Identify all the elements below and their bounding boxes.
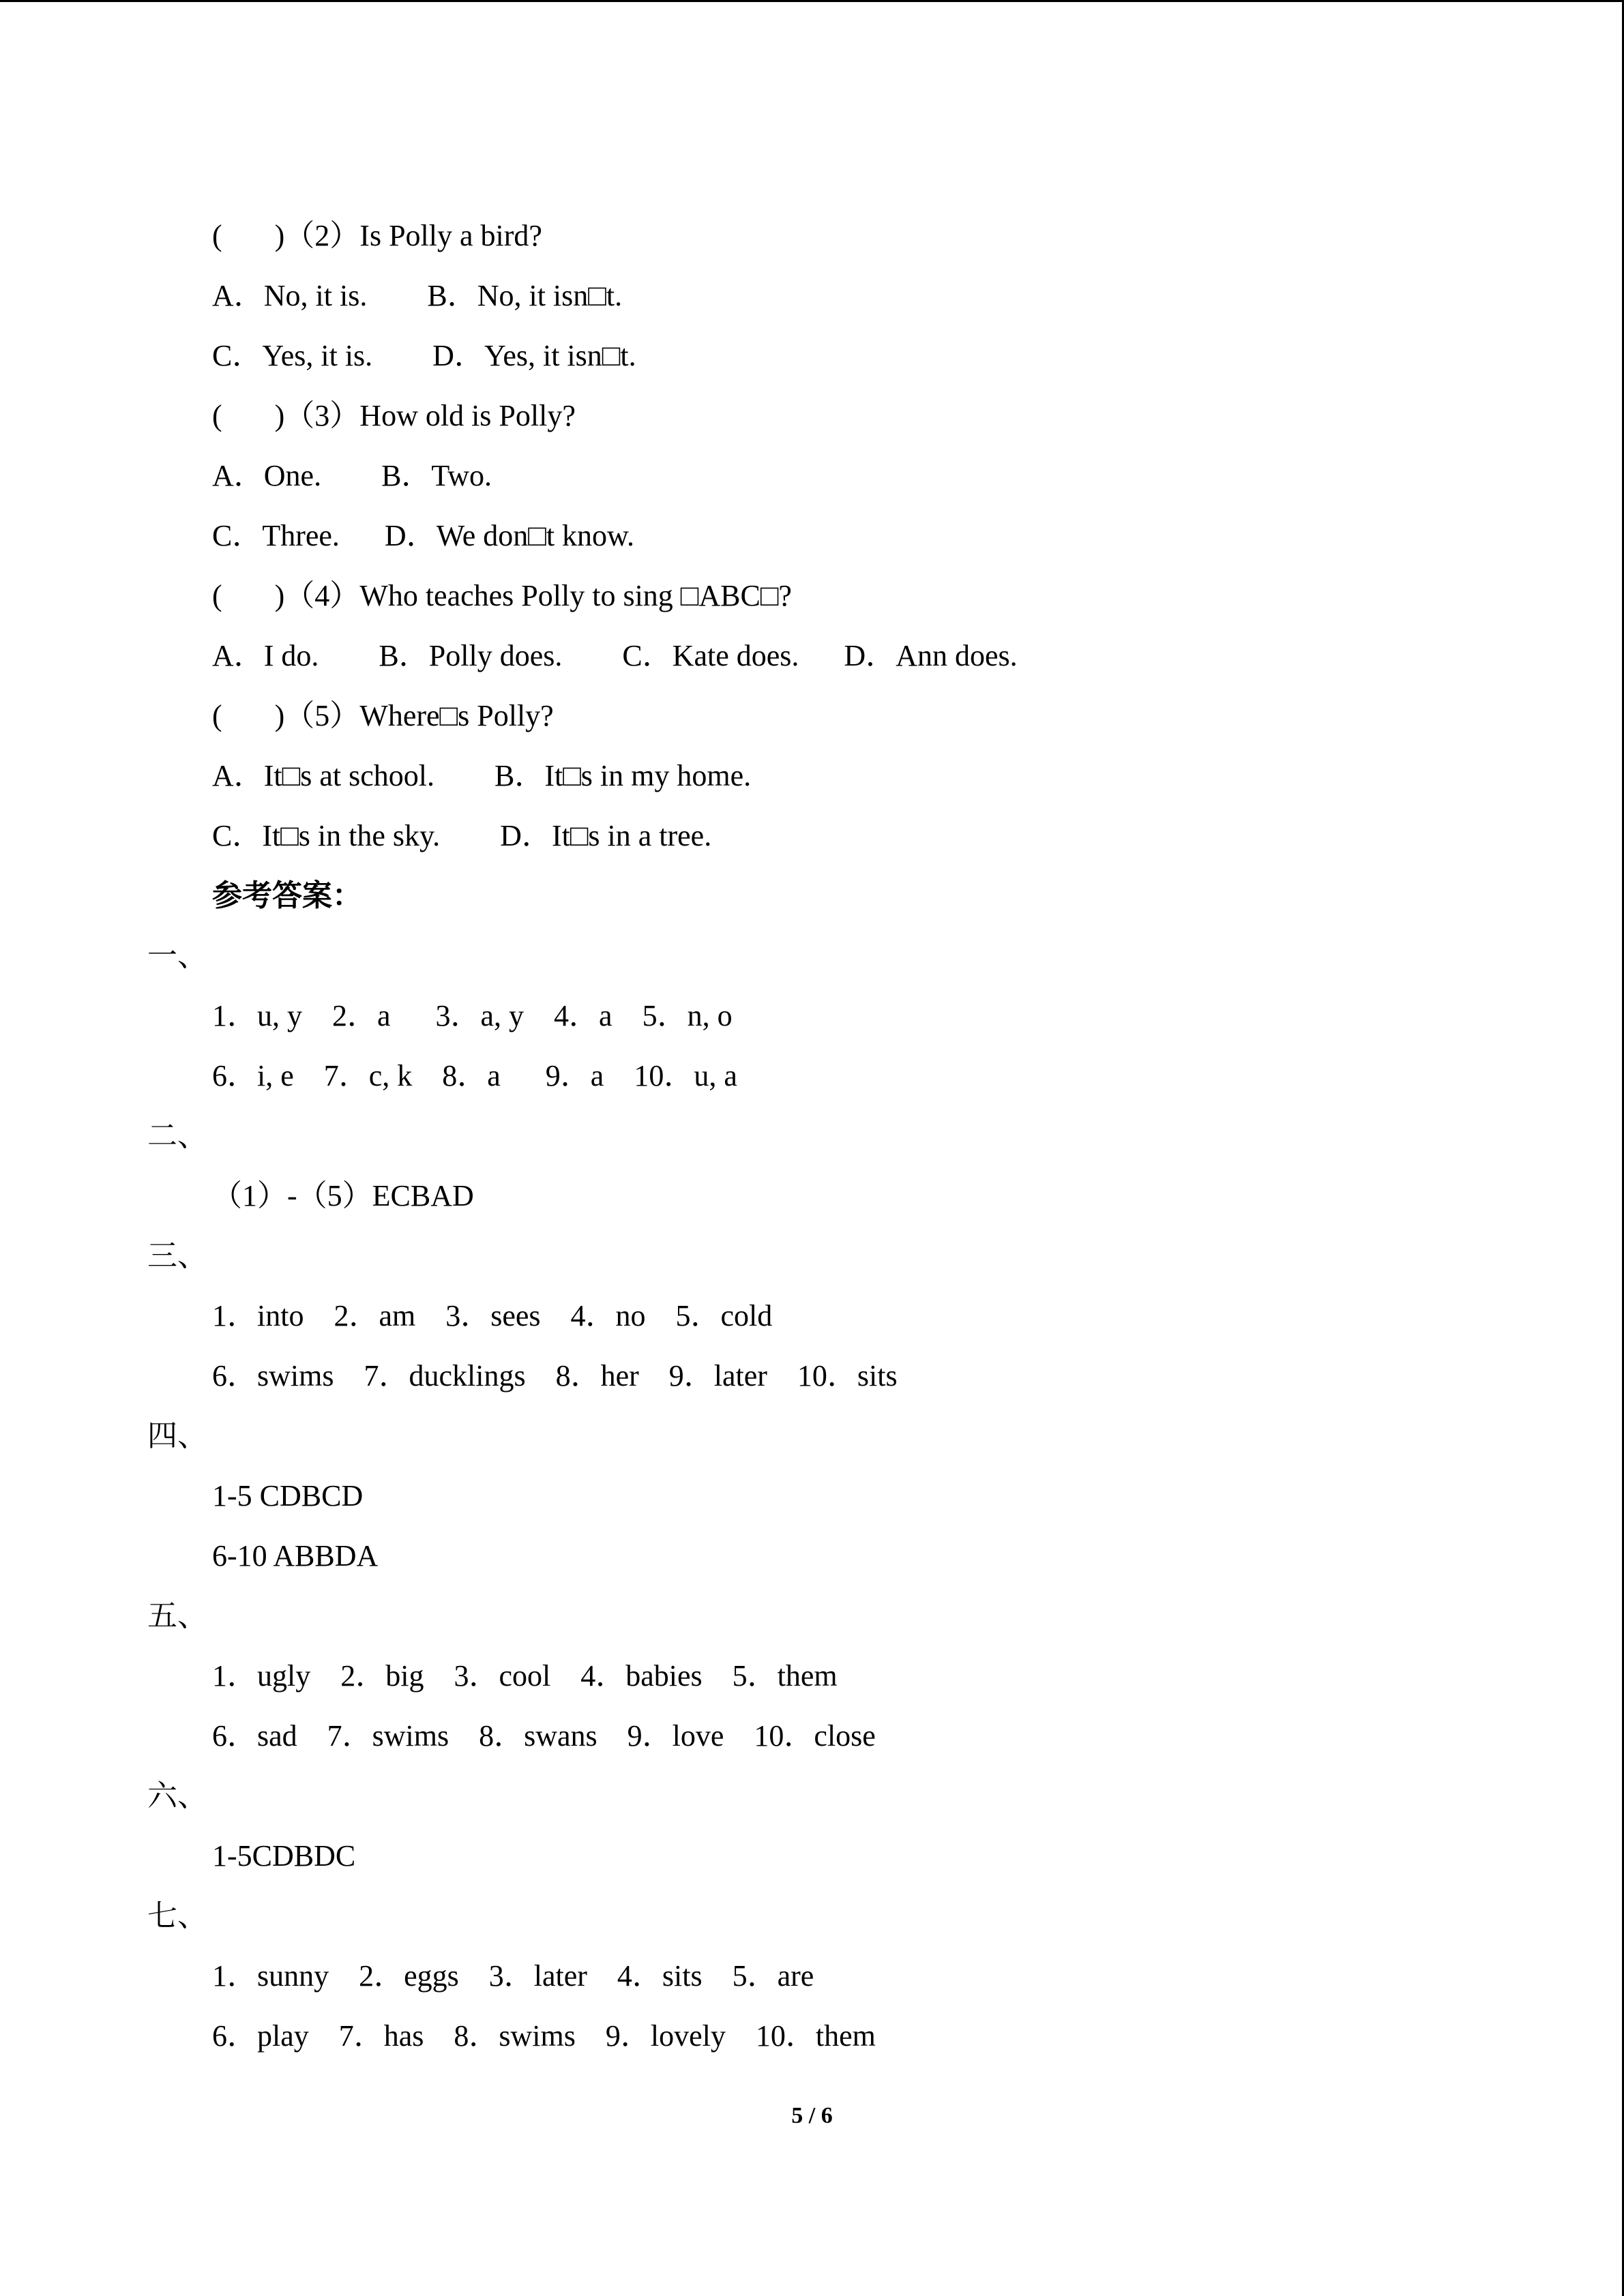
section-2-answers: （1）-（5）ECBAD <box>212 1179 474 1212</box>
section-5-answers-row-1: 1．ugly 2．big 3．cool 4．babies 5．them <box>212 1659 838 1693</box>
question-5-stem: ( )（5）Where□s Polly? <box>212 699 554 732</box>
question-2-stem: ( )（2）Is Polly a bird? <box>212 219 542 252</box>
section-5-heading: 五、 <box>147 1599 207 1632</box>
question-3-stem: ( )（3）How old is Polly? <box>212 399 576 432</box>
section-6-heading: 六、 <box>147 1779 207 1813</box>
question-5-options-cd: C．It□s in the sky. D．It□s in a tree. <box>212 819 712 852</box>
section-5-answers-row-2: 6．sad 7．swims 8．swans 9．love 10．close <box>212 1719 876 1753</box>
question-2-options-ab: A．No, it is. B．No, it isn□t. <box>212 279 623 312</box>
section-6-answers: 1-5CDBDC <box>212 1839 356 1873</box>
section-4-answers-row-1: 1-5 CDBCD <box>212 1479 364 1512</box>
question-4-options: A．I do. B．Polly does. C．Kate does. D．Ann does. <box>212 639 1018 672</box>
page-number: 5 / 6 <box>791 2103 833 2128</box>
section-1-answers-row-2: 6．i, e 7．c, k 8．a 9．a 10．u, a <box>212 1059 737 1092</box>
section-3-heading: 三、 <box>147 1239 207 1272</box>
section-3-answers-row-2: 6．swims 7．ducklings 8．her 9．later 10．sits <box>212 1359 898 1392</box>
section-1-heading: 一、 <box>147 939 207 972</box>
question-3-options-cd: C．Three. D．We don□t know. <box>212 519 634 552</box>
question-5-options-ab: A．It□s at school. B．It□s in my home. <box>212 759 752 792</box>
section-3-answers-row-1: 1．into 2．am 3．sees 4．no 5．cold <box>212 1299 773 1332</box>
section-1-answers-row-1: 1．u, y 2．a 3．a, y 4．a 5．n, o <box>212 999 733 1032</box>
section-7-answers-row-2: 6．play 7．has 8．swims 9．lovely 10．them <box>212 2019 876 2053</box>
page-top-border <box>0 0 1624 2</box>
section-2-heading: 二、 <box>147 1119 207 1152</box>
section-7-heading: 七、 <box>147 1899 207 1933</box>
question-2-options-cd: C．Yes, it is. D．Yes, it isn□t. <box>212 339 636 372</box>
section-4-answers-row-2: 6-10 ABBDA <box>212 1539 379 1572</box>
section-4-heading: 四、 <box>147 1419 207 1452</box>
question-4-stem: ( )（4）Who teaches Polly to sing □ABC□? <box>212 579 792 612</box>
question-3-options-ab: A．One. B．Two. <box>212 459 492 492</box>
section-7-answers-row-1: 1．sunny 2．eggs 3．later 4．sits 5．are <box>212 1959 814 1993</box>
answer-key-heading: 参考答案： <box>212 879 362 912</box>
